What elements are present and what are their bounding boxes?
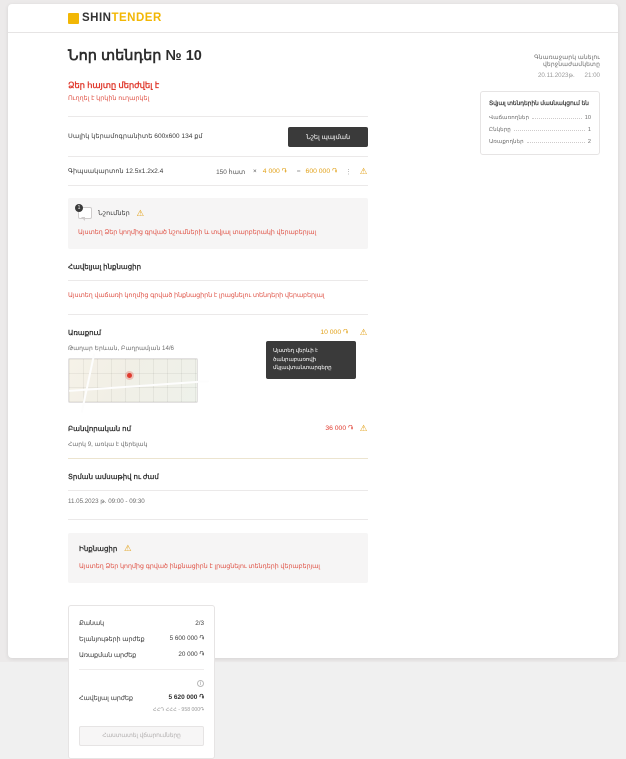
additional-info-title: Հավելյալ ինքնացիր xyxy=(68,249,368,281)
unload-warning-icon: ⚠ xyxy=(359,423,368,434)
summary-divider xyxy=(79,669,204,670)
participants-value-couriers: 2 xyxy=(587,138,591,145)
notes-count-badge: 1 xyxy=(75,204,83,212)
participants-row-company xyxy=(489,127,591,133)
participants-title: Տվյալ տենդերին մասնակցում են xyxy=(489,101,589,107)
datetime-title: Տրման ամսաթիվ ու ժամ xyxy=(68,459,368,491)
delivery-warning-icon: ⚠ xyxy=(359,327,368,338)
participants-value-company: 1 xyxy=(587,126,591,133)
unload-right xyxy=(325,424,368,433)
delivery-title: Առաքում xyxy=(68,329,102,337)
deadline-datetime xyxy=(480,72,600,79)
item-equals-sign: = xyxy=(296,168,301,176)
summary-key-delivery: Առաքման արժեք xyxy=(79,651,137,659)
unload-title: Բանվորական ոմ xyxy=(68,425,132,433)
brand-shin-label: SHIN xyxy=(82,12,112,24)
selfnote-warning-icon: ⚠ xyxy=(123,543,132,554)
summary-value-delivery: 20 000 ֏ xyxy=(178,651,204,659)
unload-detail: Հարկ 9, առկա է վերելակ xyxy=(68,441,148,449)
summary-total-row xyxy=(79,690,204,706)
delivery-amount[interactable]: 10 000 ֏ xyxy=(320,328,348,336)
summary-key-materials: Ելանյութերի արժեք xyxy=(79,635,145,643)
item-multiply-sign: × xyxy=(253,168,257,176)
item-total-price: 600 000 ֏ xyxy=(305,167,337,175)
delivery-map[interactable] xyxy=(68,358,198,403)
participants-key-couriers: Առաքողներ xyxy=(489,138,524,145)
item-unit-price[interactable]: 4 000 ֏ xyxy=(262,167,287,175)
summary-value-materials: 5 600 000 ֏ xyxy=(169,635,204,643)
item-row-drywall xyxy=(68,157,368,186)
summary-row-delivery xyxy=(79,647,204,663)
right-column xyxy=(480,54,600,155)
rejection-title: Ձեր հայտը մերժվել է xyxy=(68,80,159,90)
summary-panel xyxy=(68,605,215,759)
additional-info-body: Այստեղ վաճառի կողմից գրված ինքնացիրն է լրացնելու տենդերի վերաբերյալ xyxy=(68,281,368,315)
item-label-tile: Սալիկ կերամոգրանիտե 600x600 134 քմ xyxy=(68,133,203,141)
item-more-icon[interactable]: ⋮ xyxy=(345,168,352,176)
selfnote-title: Ինքնացիր xyxy=(79,545,118,553)
participants-key-company: Ընկերը xyxy=(489,126,511,133)
notes-body-text: Այստեղ Ձեր կողմից գրված նշումների և տվյալ տարբերակի վերաբերյալ xyxy=(78,229,317,237)
main-card xyxy=(8,4,618,740)
deadline-time: 21:00 xyxy=(584,72,600,79)
brand-mark-icon xyxy=(68,13,79,24)
summary-value-quantity: 2/3 xyxy=(195,620,204,628)
delivery-right xyxy=(320,328,368,337)
deadline-title: Գնառաջարկ անելու վերջնաժամկետը xyxy=(534,54,600,68)
participants-key-sellers: Վաճառողներ xyxy=(489,114,529,121)
info-icon[interactable]: i xyxy=(197,680,204,687)
confirm-payment-button[interactable]: Հաստատել վճարումները xyxy=(79,726,204,746)
summary-info-row xyxy=(79,672,204,690)
selfnote-header xyxy=(79,544,357,553)
brand-logo[interactable] xyxy=(68,12,162,24)
brand-tender-label: TENDER xyxy=(111,12,162,24)
unload-row xyxy=(68,411,368,441)
datetime-value: 11.05.2023 թ. 09:00 - 09:30 xyxy=(68,491,368,520)
summary-total-key: Հավելյալ արժեք xyxy=(79,694,133,702)
page-title: Նոր տենդեր № 10 xyxy=(68,48,202,64)
selfnote-body: Այստեղ Ձեր կողմից գրված ինքնացիրն է լրացնելու տենդերի վերաբերյալ xyxy=(79,563,321,571)
unload-amount[interactable]: 36 000 ֏ xyxy=(325,424,353,432)
summary-key-quantity: Քանակ xyxy=(79,620,105,628)
summary-row-materials xyxy=(79,631,204,647)
notes-title: Նշումներ xyxy=(98,210,130,218)
participants-panel xyxy=(480,91,600,155)
delivery-address: Թաղար Երևան, Բաղրամյան 14/6 xyxy=(68,345,174,353)
notes-header xyxy=(78,207,358,219)
dot-leader xyxy=(527,139,585,143)
left-column xyxy=(68,48,368,759)
item-row-tile xyxy=(68,117,368,157)
selfnote-panel xyxy=(68,533,368,583)
notes-warning-icon: ⚠ xyxy=(136,207,145,218)
tooltip: Այստեղ վերևի է ծանրաբառովի մկլավտանտարգերը xyxy=(266,341,356,379)
warning-icon: ⚠ xyxy=(359,166,368,177)
item-quantity: 150 հատ xyxy=(216,168,246,176)
set-condition-button[interactable]: Նշել պայման xyxy=(288,127,368,147)
dot-leader xyxy=(532,115,582,119)
dot-leader xyxy=(514,127,585,131)
map-pin-icon xyxy=(127,373,132,378)
item-label-drywall: Գիպսակարտոն 12.5x1.2x2.4 xyxy=(68,168,164,175)
comment-icon xyxy=(78,207,92,219)
participants-row-couriers xyxy=(489,139,591,145)
deadline-date: 20.11.2023թ. xyxy=(537,72,575,79)
summary-total-note: ՀՀԴ ՀՀՀ - 958 000֏ xyxy=(152,707,204,714)
notes-panel xyxy=(68,198,368,248)
participants-value-sellers: 10 xyxy=(584,114,591,121)
participants-row-sellers xyxy=(489,115,591,121)
summary-total-value: 5 620 000 ֏ xyxy=(168,694,204,702)
summary-row-quantity xyxy=(79,616,204,631)
header-divider xyxy=(8,32,618,33)
rejection-subtitle: Ուղղել է կրկին ուղարկել xyxy=(68,95,150,102)
